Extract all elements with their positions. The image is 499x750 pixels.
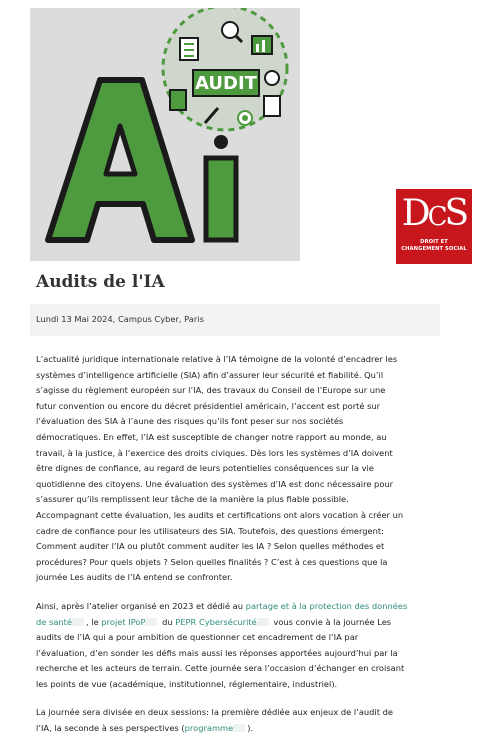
link-projet-ipop[interactable]: projet IPoP xyxy=(101,616,146,627)
link-chip xyxy=(233,724,245,732)
logo-line-2: CHANGEMENT SOCIAL xyxy=(401,246,467,252)
link-chip xyxy=(72,618,84,626)
logo-mark xyxy=(396,194,472,237)
logo-letter-d: D xyxy=(401,193,428,234)
text-span: du xyxy=(159,616,176,627)
article-body xyxy=(36,352,408,750)
text-span: La journée sera divisée en deux sessions: la première dédiée aux enjeux de l’audit de l’IA, la seconde à ses perspectives ( xyxy=(36,707,393,734)
audit-badge-text: AUDIT xyxy=(195,73,257,94)
text-span: vous convie à la journée Les audits de l’IA qui a pour ambition de questionner cet encadrement de l’IA par l’évaluation, d’en sonder les défis mais aussi les réponses apportées aujourd’hui par la recherche et les acteurs de terrain. Cette journée sera l’occasion d’échanger en croisant les points de vue (académique, institutionnel, réglementaire, industriel). xyxy=(36,616,405,689)
calculator-icon xyxy=(264,96,280,116)
document-icon xyxy=(170,90,186,110)
link-pepr-cybersecurite[interactable]: PEPR Cybersécurité xyxy=(175,616,257,627)
link-chip xyxy=(145,618,157,626)
logo-letter-c: C xyxy=(427,202,445,232)
paragraph-intro: L’actualité juridique internationale relative à l’IA témoigne de la volonté d’encadrer les systèmes d’intelligence artificielle (SIA) afin d’assurer leur sécurité et fiabilité. Qu’il s’agisse du règlement européen sur l’IA, des travaux du Conseil de l’Europe sur une futur convention ou encore du décret présidentiel américain, l’accent est porté sur l’évaluation des SIA à l’aune des risques qu’ils font peser sur nos sociétés démocratiques. En effet, l’IA est susceptible de changer notre rapport au monde, au travail, à la justice, à l’exercice des droits civiques. Dès lors les systèmes d’IA doivent être dignes de confiance, au regard de leurs potentielles conséquences sur la vie quotidienne des citoyens. Une évaluation des systèmes d’IA est donc nécessaire pour s’assurer qu’ils remplissent leur tâche de la manière la plus fiable possible. Accompagnant cette évaluation, les audits et certifications ont alors vocation à créer un cadre de confiance pour les utilisateurs des SIA. Toutefois, des questions émergent: Comment auditer l’IA ou plutôt comment auditer les IA ? Selon quelles méthodes et procédures? Pour quels objets ? Selon quelles finalités ? C’est à ces questions que la journée Les audits de l’IA entend se confronter. xyxy=(36,354,404,583)
page-title: Audits de l'IA xyxy=(36,272,165,292)
event-date-location: Lundi 13 Mai 2024, Campus Cyber, Paris xyxy=(36,314,204,324)
text-span: ). xyxy=(247,723,254,734)
magnifier-icon xyxy=(222,22,238,38)
paragraph-sessions xyxy=(36,705,408,736)
small-letter-i xyxy=(206,135,236,240)
link-chip xyxy=(257,618,269,626)
gear-icon xyxy=(265,71,279,85)
hero-image xyxy=(30,8,300,261)
event-meta-bar xyxy=(30,304,440,336)
logo-subtitle xyxy=(396,239,472,253)
link-programme[interactable]: programme xyxy=(184,723,234,734)
logo-line-1: DROIT ET xyxy=(420,239,448,245)
dcs-logo[interactable] xyxy=(396,189,472,264)
text-span: Ainsi, après l’atelier organisé en 2023 et dédié au xyxy=(36,600,246,611)
paragraph-workshop xyxy=(36,599,408,693)
hero-illustration xyxy=(30,8,300,261)
audit-icon-cluster xyxy=(163,8,287,130)
logo-letter-s: S xyxy=(444,193,467,234)
text-span: , le xyxy=(86,616,102,627)
link-sante-data[interactable]: partage et à la protection des données de santé xyxy=(36,600,408,627)
